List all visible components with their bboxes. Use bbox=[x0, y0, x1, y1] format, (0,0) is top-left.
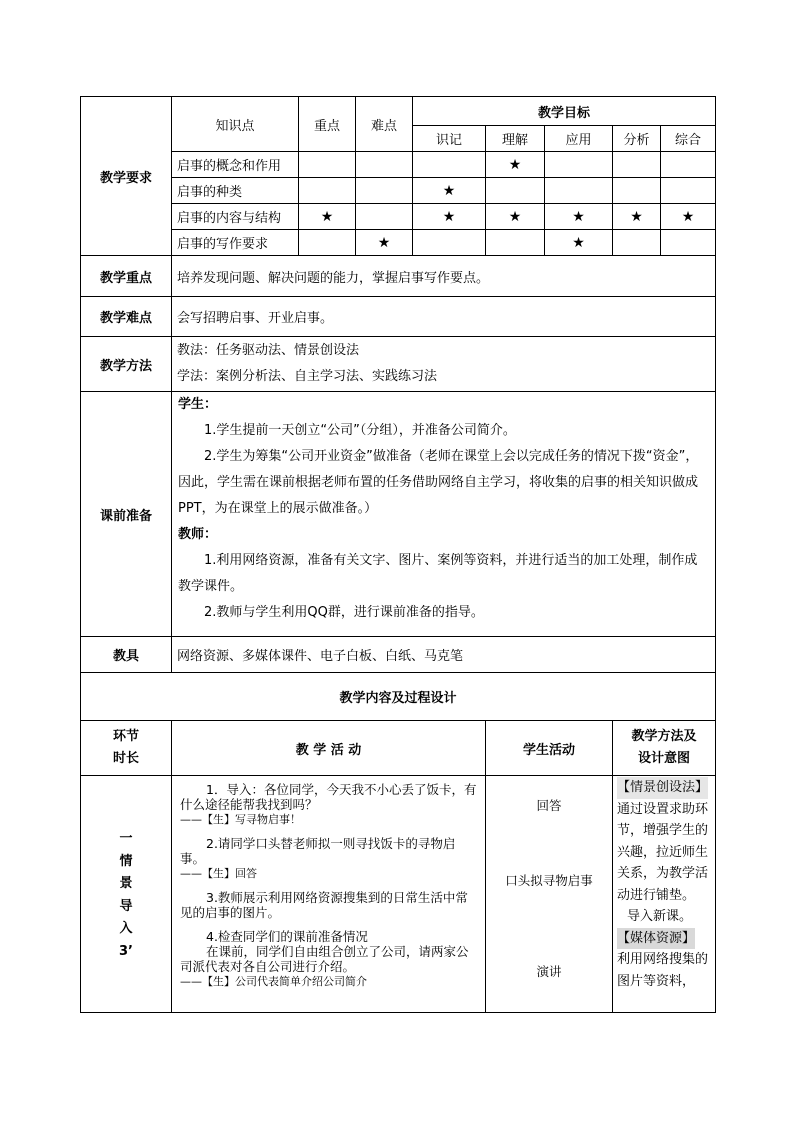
goal-col-apply: 应用 bbox=[545, 126, 613, 152]
key-cell: ★ bbox=[299, 204, 356, 230]
method-text-1: 通过设置求助环节，增强学生的兴趣，拉近师生关系，为教学活动进行铺垫。 bbox=[617, 801, 709, 903]
knowledge-name: 启事的种类 bbox=[172, 178, 299, 204]
knowledge-row bbox=[81, 178, 716, 204]
methods-label: 教学方法 bbox=[81, 337, 172, 392]
key-header: 重点 bbox=[299, 97, 356, 152]
goal-cell bbox=[613, 230, 661, 256]
knowledge-name: 启事的写作要求 bbox=[172, 230, 299, 256]
goal-cell: ★ bbox=[486, 204, 545, 230]
goal-cell bbox=[613, 152, 661, 178]
activity-header: 教 学 活 动 bbox=[172, 721, 486, 776]
stage-1-method bbox=[613, 776, 716, 1013]
goal-cell: ★ bbox=[545, 230, 613, 256]
difficult-header: 难点 bbox=[356, 97, 413, 152]
method-text-3: 利用网络搜集的图片等资料， bbox=[617, 952, 709, 989]
method-header-line2: 设计意图 bbox=[638, 751, 691, 766]
goals-header: 教学目标 bbox=[413, 97, 716, 126]
prep-label: 课前准备 bbox=[81, 392, 172, 637]
stage-1-char: 情 bbox=[119, 853, 133, 869]
design-title: 教学内容及过程设计 bbox=[81, 673, 716, 721]
teacher-item-1: 1.利用网络资源，准备有关文字、图片、案例等资料，并进行适当的加工处理，制作成教学课件。 bbox=[178, 553, 698, 594]
goal-cell: ★ bbox=[486, 152, 545, 178]
activity-2-note: ——【生】回答 bbox=[180, 867, 257, 880]
difficult-cell: ★ bbox=[356, 230, 413, 256]
knowledge-row bbox=[81, 152, 716, 178]
student-activity-3: 演讲 bbox=[536, 964, 562, 979]
goal-cell bbox=[486, 230, 545, 256]
difficult-cell bbox=[356, 204, 413, 230]
stage-1-char: 3’ bbox=[119, 943, 133, 959]
goal-cell bbox=[661, 230, 716, 256]
learning-method: 学法：案例分析法、自主学习法、实践练习法 bbox=[177, 369, 438, 384]
goal-cell: ★ bbox=[661, 204, 716, 230]
stage-1-char: 景 bbox=[119, 876, 133, 891]
lesson-plan-table bbox=[80, 96, 716, 1013]
goal-col-synthesize: 综合 bbox=[661, 126, 716, 152]
goal-cell: ★ bbox=[545, 204, 613, 230]
stage-1-student bbox=[486, 776, 613, 1013]
goal-cell bbox=[486, 178, 545, 204]
goal-cell bbox=[661, 178, 716, 204]
student-activity-2: 口头拟寻物启事 bbox=[505, 873, 593, 888]
teacher-item-2: 2.教师与学生利用QQ群，进行课前准备的指导。 bbox=[204, 605, 484, 620]
method-tag-2: 【媒体资源】 bbox=[617, 928, 695, 950]
student-item-1: 1.学生提前一天创立“公司”（分组），并准备公司简介。 bbox=[204, 423, 516, 438]
key-cell bbox=[299, 178, 356, 204]
difficulties-text: 会写招聘启事、开业启事。 bbox=[172, 297, 716, 337]
activity-4-body: 在课前，同学们自由组合创立了公司，请两家公司派代表对各自公司进行介绍。 bbox=[180, 944, 469, 974]
prep-content bbox=[172, 392, 716, 637]
goal-col-analyze: 分析 bbox=[613, 126, 661, 152]
activity-4-title: 4.检查同学们的课前准备情况 bbox=[206, 929, 368, 944]
knowledge-row bbox=[81, 204, 716, 230]
key-cell bbox=[299, 152, 356, 178]
goal-cell: ★ bbox=[413, 178, 486, 204]
goal-cell bbox=[545, 152, 613, 178]
stage-1-activities bbox=[172, 776, 486, 1013]
goal-cell bbox=[413, 230, 486, 256]
knowledge-row bbox=[81, 230, 716, 256]
activity-1-note: ——【生】写寻物启事！ bbox=[180, 813, 301, 826]
activity-1: 1．导入：各位同学，今天我不小心丢了饭卡，有什么途径能帮我找到吗？ bbox=[180, 782, 477, 812]
stage-1-char: 导 bbox=[119, 898, 133, 914]
stage-header bbox=[81, 721, 172, 776]
goal-cell: ★ bbox=[413, 204, 486, 230]
student-title: 学生： bbox=[178, 397, 218, 412]
knowledge-name: 启事的概念和作用 bbox=[172, 152, 299, 178]
method-header bbox=[613, 721, 716, 776]
student-activity-1: 回答 bbox=[536, 798, 562, 813]
student-activity-header: 学生活动 bbox=[486, 721, 613, 776]
activity-4-note: ——【生】公司代表简单介绍公司简介 bbox=[180, 975, 367, 988]
goal-col-memorize: 识记 bbox=[413, 126, 486, 152]
goal-cell bbox=[545, 178, 613, 204]
goal-cell bbox=[661, 152, 716, 178]
key-points-text: 培养发现问题、解决问题的能力，掌握启事写作要点。 bbox=[172, 256, 716, 297]
method-text-2: 导入新课。 bbox=[627, 909, 693, 924]
stage-header-line1: 环节 bbox=[112, 729, 139, 744]
teacher-title: 教师： bbox=[178, 527, 218, 542]
activity-2: 2.请同学口头替老师拟一则寻找饭卡的寻物启事。 bbox=[180, 836, 456, 866]
key-points-label: 教学重点 bbox=[81, 256, 172, 297]
goal-cell bbox=[613, 178, 661, 204]
student-item-2: 2.学生为筹集“公司开业资金”做准备（老师在课堂上会以完成任务的情况下拨“资金”，因此，学生需在课前根据老师布置的任务借助网络自主学习，将收集的启事的相关知识做成PPT，为在课堂上的展示做准备。） bbox=[178, 449, 699, 516]
difficulties-label: 教学难点 bbox=[81, 297, 172, 337]
stage-header-line2: 时长 bbox=[112, 751, 139, 766]
goal-cell: ★ bbox=[613, 204, 661, 230]
method-tag-1: 【情景创设法】 bbox=[617, 777, 708, 799]
difficult-cell bbox=[356, 178, 413, 204]
stage-1-char: 一 bbox=[119, 831, 133, 846]
activity-3: 3.教师展示利用网络资源搜集到的日常生活中常见的启事的图片。 bbox=[180, 890, 468, 920]
teaching-method: 教法：任务驱动法、情景创设法 bbox=[177, 343, 360, 358]
knowledge-name: 启事的内容与结构 bbox=[172, 204, 299, 230]
goal-col-understand: 理解 bbox=[486, 126, 545, 152]
goal-cell bbox=[413, 152, 486, 178]
tools-label: 教具 bbox=[81, 637, 172, 673]
key-cell bbox=[299, 230, 356, 256]
knowledge-header: 知识点 bbox=[172, 97, 299, 152]
difficult-cell bbox=[356, 152, 413, 178]
tools-text: 网络资源、多媒体课件、电子白板、白纸、马克笔 bbox=[172, 637, 716, 673]
method-header-line1: 教学方法及 bbox=[631, 729, 697, 744]
requirements-label: 教学要求 bbox=[81, 97, 172, 256]
stage-1-label bbox=[81, 776, 172, 1013]
stage-1-char: 入 bbox=[119, 921, 133, 936]
